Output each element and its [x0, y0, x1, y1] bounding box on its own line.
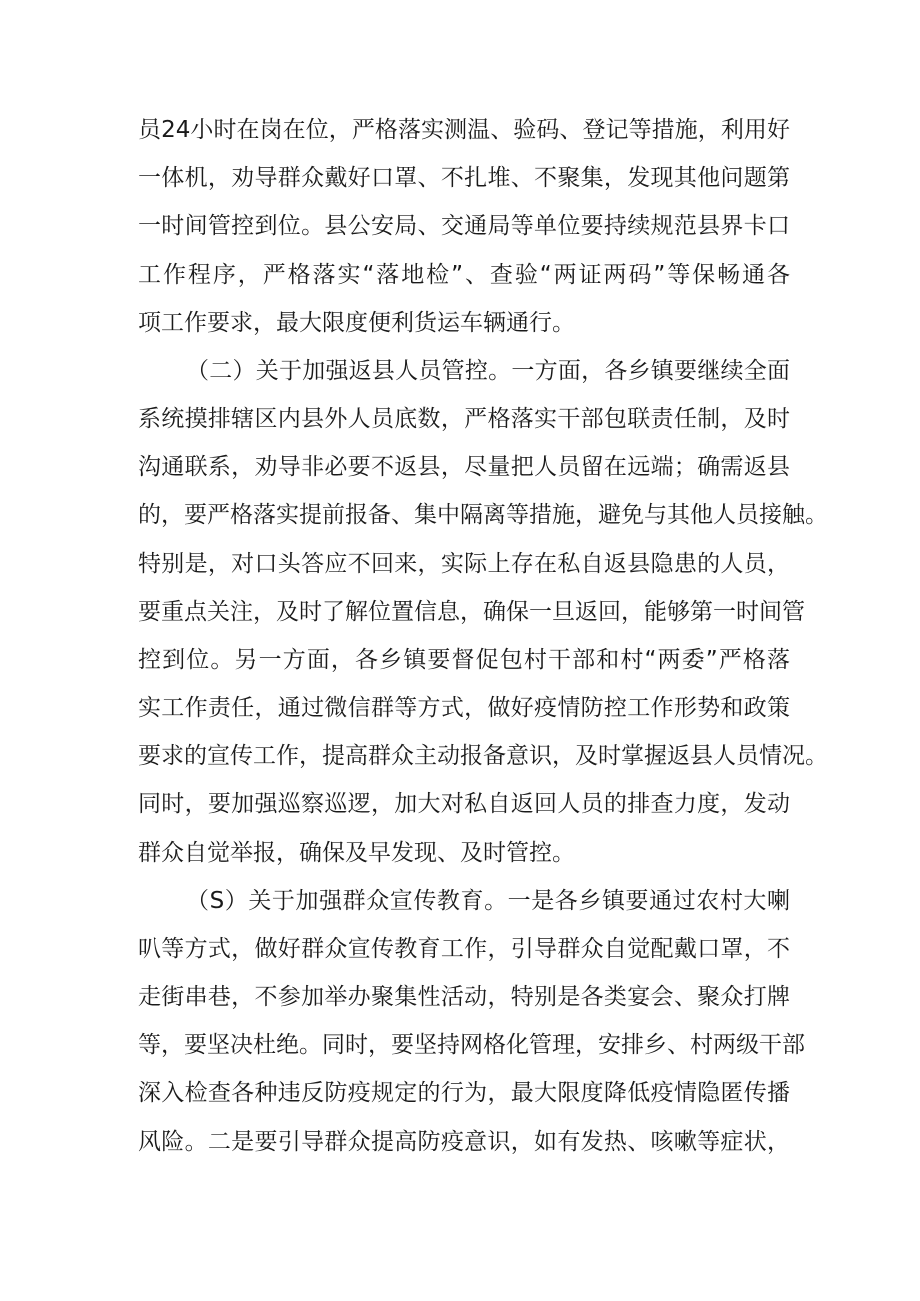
text-line: 系统摸排辖区内县外人员底数，严格落实干部包联责任制，及时: [138, 406, 790, 432]
text-line: 风险。二是要引导群众提高防疫意识，如有发热、咳嗽等症状，: [138, 1129, 790, 1155]
text-line: 实工作责任，通过微信群等方式，做好疫情防控工作形势和政策: [138, 695, 790, 721]
text-line: 要重点关注，及时了解位置信息，确保一旦返回，能够第一时间管: [138, 599, 805, 625]
text-line: 项工作要求，最大限度便利货运车辆通行。: [138, 310, 575, 336]
text-line: 群众自觉举报，确保及早发现、及时管控。: [138, 840, 575, 866]
text-line: 一体机，劝导群众戴好口罩、不扎堆、不聚集，发现其他问题第: [138, 165, 790, 191]
text-line: 深入检查各种违反防疫规定的行为，最大限度降低疫情隐匿传播: [138, 1080, 790, 1106]
text-line: 沟通联系，劝导非必要不返县，尽量把人员留在远端；确需返县: [138, 454, 790, 480]
text-line: 等，要坚决杜绝。同时，要坚持网格化管理，安排乡、村两级干部: [138, 1032, 805, 1058]
text-line: 控到位。另一方面，各乡镇要督促包村干部和村“两委”严格落: [138, 647, 790, 673]
paragraph-start-line: （S）关于加强群众宣传教育。一是各乡镇要通过农村大喇: [186, 888, 790, 914]
paragraph-start-line: （二）关于加强返县人员管控。一方面，各乡镇要继续全面: [186, 358, 790, 384]
text-line: 特别是，对口头答应不回来，实际上存在私自返县隐患的人员，: [138, 551, 790, 577]
text-line: 一时间管控到位。县公安局、交通局等单位要持续规范县界卡口: [138, 213, 790, 239]
text-line: 的，要严格落实提前报备、集中隔离等措施，避免与其他人员接触。: [138, 502, 828, 528]
text-line: 同时，要加强巡察巡逻，加大对私自返回人员的排查力度，发动: [138, 791, 790, 817]
text-line: 走街串巷，不参加举办聚集性活动，特别是各类宴会、聚众打牌: [138, 984, 790, 1010]
text-line: 员24小时在岗在位，严格落实测温、验码、登记等措施，利用好: [138, 117, 790, 143]
text-line: 工作程序，严格落实“落地检”、查验“两证两码”等保畅通各: [138, 262, 790, 288]
text-line: 要求的宣传工作，提高群众主动报备意识，及时掌握返县人员情况。: [138, 743, 828, 769]
text-line: 叭等方式，做好群众宣传教育工作，引导群众自觉配戴口罩，不: [138, 936, 790, 962]
